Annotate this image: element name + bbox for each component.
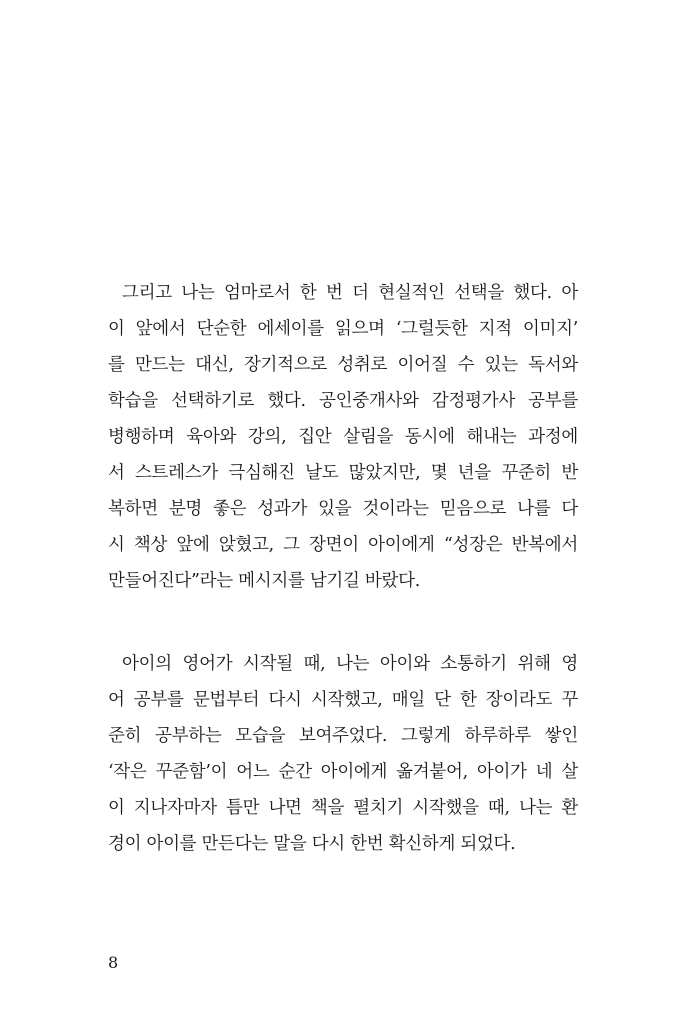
paragraph-2 — [108, 646, 578, 862]
paragraph-line: 경이 아이를 만든다는 말을 다시 한번 확신하게 되었다. — [108, 834, 516, 854]
paragraph-line: 어 공부를 문법부터 다시 시작했고, 매일 단 한 장이라도 꾸 — [108, 690, 578, 710]
paragraph-line: 병행하며 육아와 강의, 집안 살림을 동시에 해내는 과정에 — [108, 427, 578, 447]
page-number: 8 — [108, 953, 119, 972]
paragraph-line: 아이의 영어가 시작될 때, 나는 아이와 소통하기 위해 영 — [122, 654, 578, 674]
paragraph-line: 이 앞에서 단순한 에세이를 읽으며 ‘그럴듯한 지적 이미지’ — [108, 319, 578, 339]
paragraph-line: 복하면 분명 좋은 성과가 있을 것이라는 믿음으로 나를 다 — [108, 499, 578, 519]
paragraph-line: ‘작은 꾸준함’이 어느 순간 아이에게 옮겨붙어, 아이가 네 살 — [108, 762, 578, 782]
paragraph-1 — [108, 275, 578, 599]
paragraph-line: 그리고 나는 엄마로서 한 번 더 현실적인 선택을 했다. 아 — [122, 283, 578, 303]
paragraph-line: 를 만드는 대신, 장기적으로 성취로 이어질 수 있는 독서와 — [108, 355, 578, 375]
paragraph-line: 만들어진다”라는 메시지를 남기길 바랐다. — [108, 571, 420, 591]
paragraph-line: 시 책상 앞에 앉혔고, 그 장면이 아이에게 “성장은 반복에서 — [108, 535, 578, 555]
paragraph-line: 이 지나자마자 틈만 나면 책을 펼치기 시작했을 때, 나는 환 — [108, 798, 578, 818]
paragraph-line: 학습을 선택하기로 했다. 공인중개사와 감정평가사 공부를 — [108, 391, 578, 411]
paragraph-line: 준히 공부하는 모습을 보여주었다. 그렇게 하루하루 쌓인 — [108, 726, 578, 746]
paragraph-line: 서 스트레스가 극심해진 날도 많았지만, 몇 년을 꾸준히 반 — [108, 463, 578, 483]
